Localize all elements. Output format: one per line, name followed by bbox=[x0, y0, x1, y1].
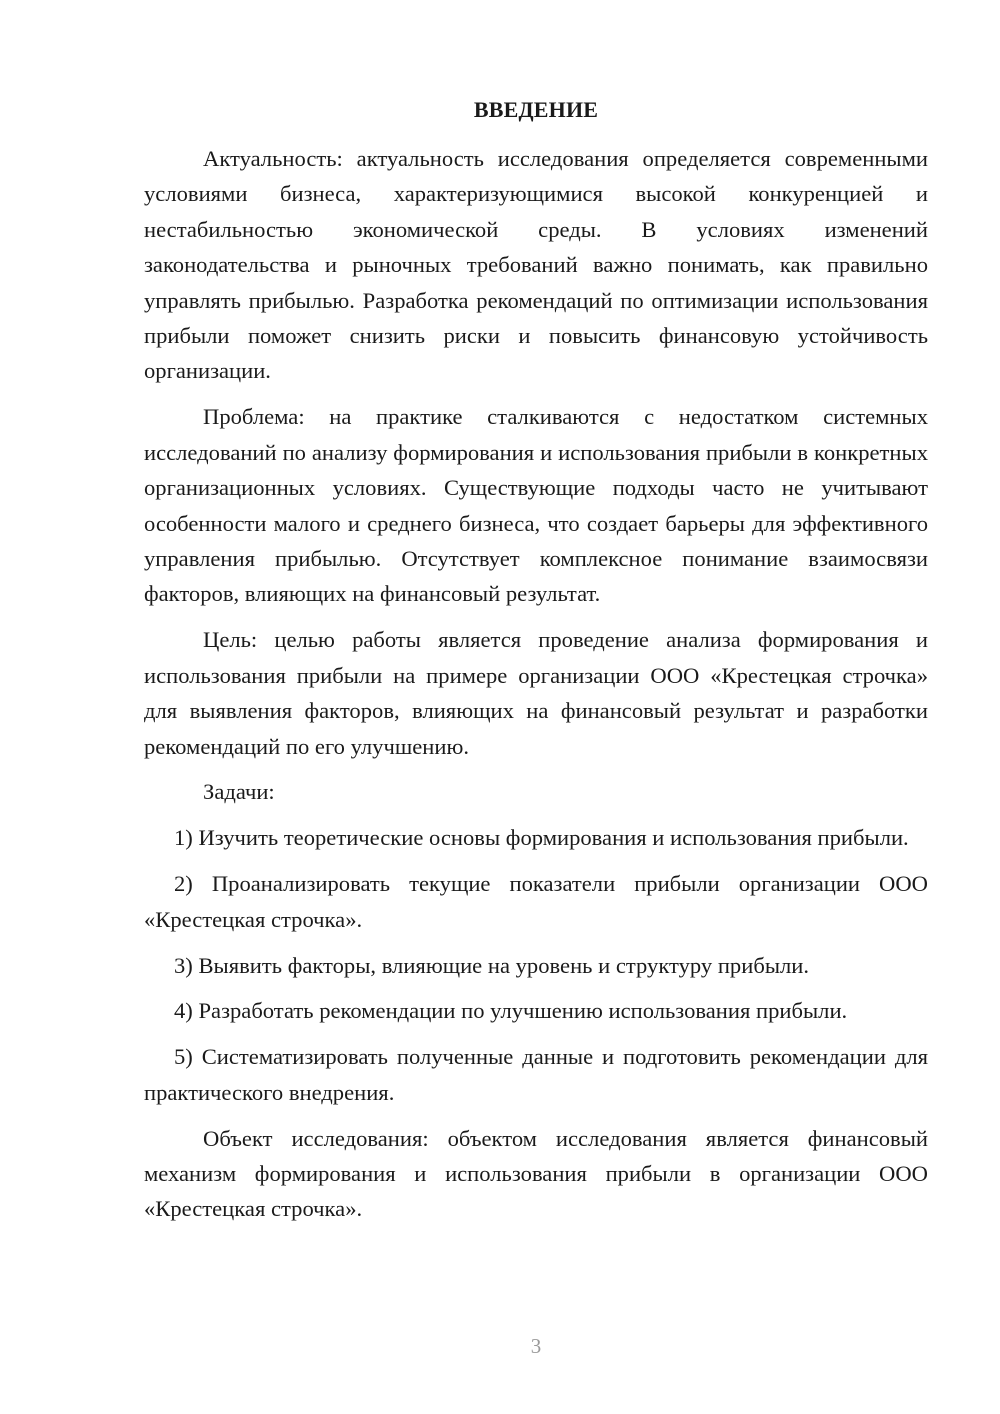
relevance-paragraph: Актуальность: актуальность исследования определяется современными условиями бизнеса, характеризующимися высокой конкуренцией и нестабильностью экономической среды. В условиях изменений законодательства и рыночных требований важно понимать, как правильно управлять прибылью. Разработка рекомендаций по оптимизации использования прибыли поможет снизить риски и повысить финансовую устойчивость организации. bbox=[144, 146, 928, 384]
page-number: 3 bbox=[530, 1334, 542, 1358]
task-item: 3) Выявить факторы, влияющие на уровень и структуру прибыли. bbox=[174, 952, 810, 978]
task-item: 1) Изучить теоретические основы формирования и использования прибыли. bbox=[174, 825, 909, 851]
document-body bbox=[144, 141, 928, 1237]
goal-paragraph: Цель: целью работы является проведение анализа формирования и использования прибыли на примере организации ООО «Крестецкая строчка» для выявления факторов, влияющих на финансовый результат и разработки рекомендаций по его улучшению. bbox=[144, 627, 928, 759]
page-title: ВВЕДЕНИЕ bbox=[473, 97, 599, 122]
task-item: 4) Разработать рекомендации по улучшению использования прибыли. bbox=[174, 998, 848, 1024]
task-item: 5) Систематизировать полученные данные и подготовить рекомендации для практического внедрения. bbox=[144, 1044, 928, 1105]
problem-paragraph: Проблема: на практике сталкиваются с недостатком системных исследований по анализу формирования и использования прибыли в конкретных организационных условиях. Существующие подходы часто не учитывают особенности малого и среднего бизнеса, что создает барьеры для эффективного управления прибылью. Отсутствует комплексное понимание взаимосвязи факторов, влияющих на финансовый результат. bbox=[144, 404, 928, 607]
task-item: 2) Проанализировать текущие показатели прибыли организации ООО «Крестецкая строчка». bbox=[144, 871, 928, 932]
tasks-label: Задачи: bbox=[203, 779, 275, 805]
object-paragraph: Объект исследования: объектом исследования является финансовый механизм формирования и использования прибыли в организации ООО «Крестецкая строчка». bbox=[144, 1125, 928, 1222]
